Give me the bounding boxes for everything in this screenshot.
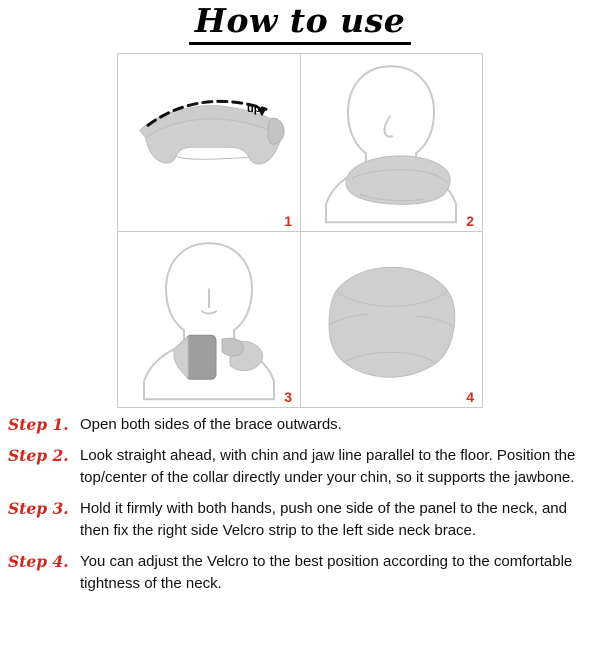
step-item [8, 498, 590, 542]
illustration-panel-4 [300, 231, 482, 408]
step-text: Open both sides of the brace outwards. [80, 416, 342, 433]
step-label: Step 4. [8, 552, 69, 571]
step-text: Look straight ahead, with chin and jaw line parallel to the floor. Position the top/center of the collar directly under your chin, so it supports the jawbone. [80, 447, 576, 486]
panel-number-4: 4 [466, 389, 474, 405]
illustration-panel-2 [300, 54, 482, 231]
panel-1-up-annotation: up [247, 103, 261, 115]
step-text: You can adjust the Velcro to the best position according to the comfortable tightness of the neck. [80, 553, 573, 592]
collar-side-view-icon [300, 54, 482, 231]
panel-number-1: 1 [284, 212, 292, 229]
brace-closed-icon [300, 231, 482, 408]
velcro-fixing-icon [118, 231, 300, 408]
step-item [8, 551, 590, 595]
page-title-wrap [0, 0, 600, 45]
brace-flat-icon [118, 54, 300, 231]
step-label: Step 2. [8, 446, 69, 465]
step-label: Step 1. [8, 415, 69, 434]
page-title: How to use [189, 2, 411, 45]
step-label: Step 3. [8, 499, 69, 518]
step-text: Hold it firmly with both hands, push one side of the panel to the neck, and then fix the right side Velcro strip to the left side neck brace. [80, 500, 567, 539]
illustration-panel-1 [118, 54, 300, 231]
illustration-grid [117, 53, 483, 408]
step-item [8, 414, 590, 436]
panel-number-3: 3 [284, 389, 292, 405]
panel-number-2: 2 [466, 212, 474, 229]
steps-list [8, 414, 590, 595]
step-item [8, 445, 590, 489]
illustration-panel-3 [118, 231, 300, 408]
